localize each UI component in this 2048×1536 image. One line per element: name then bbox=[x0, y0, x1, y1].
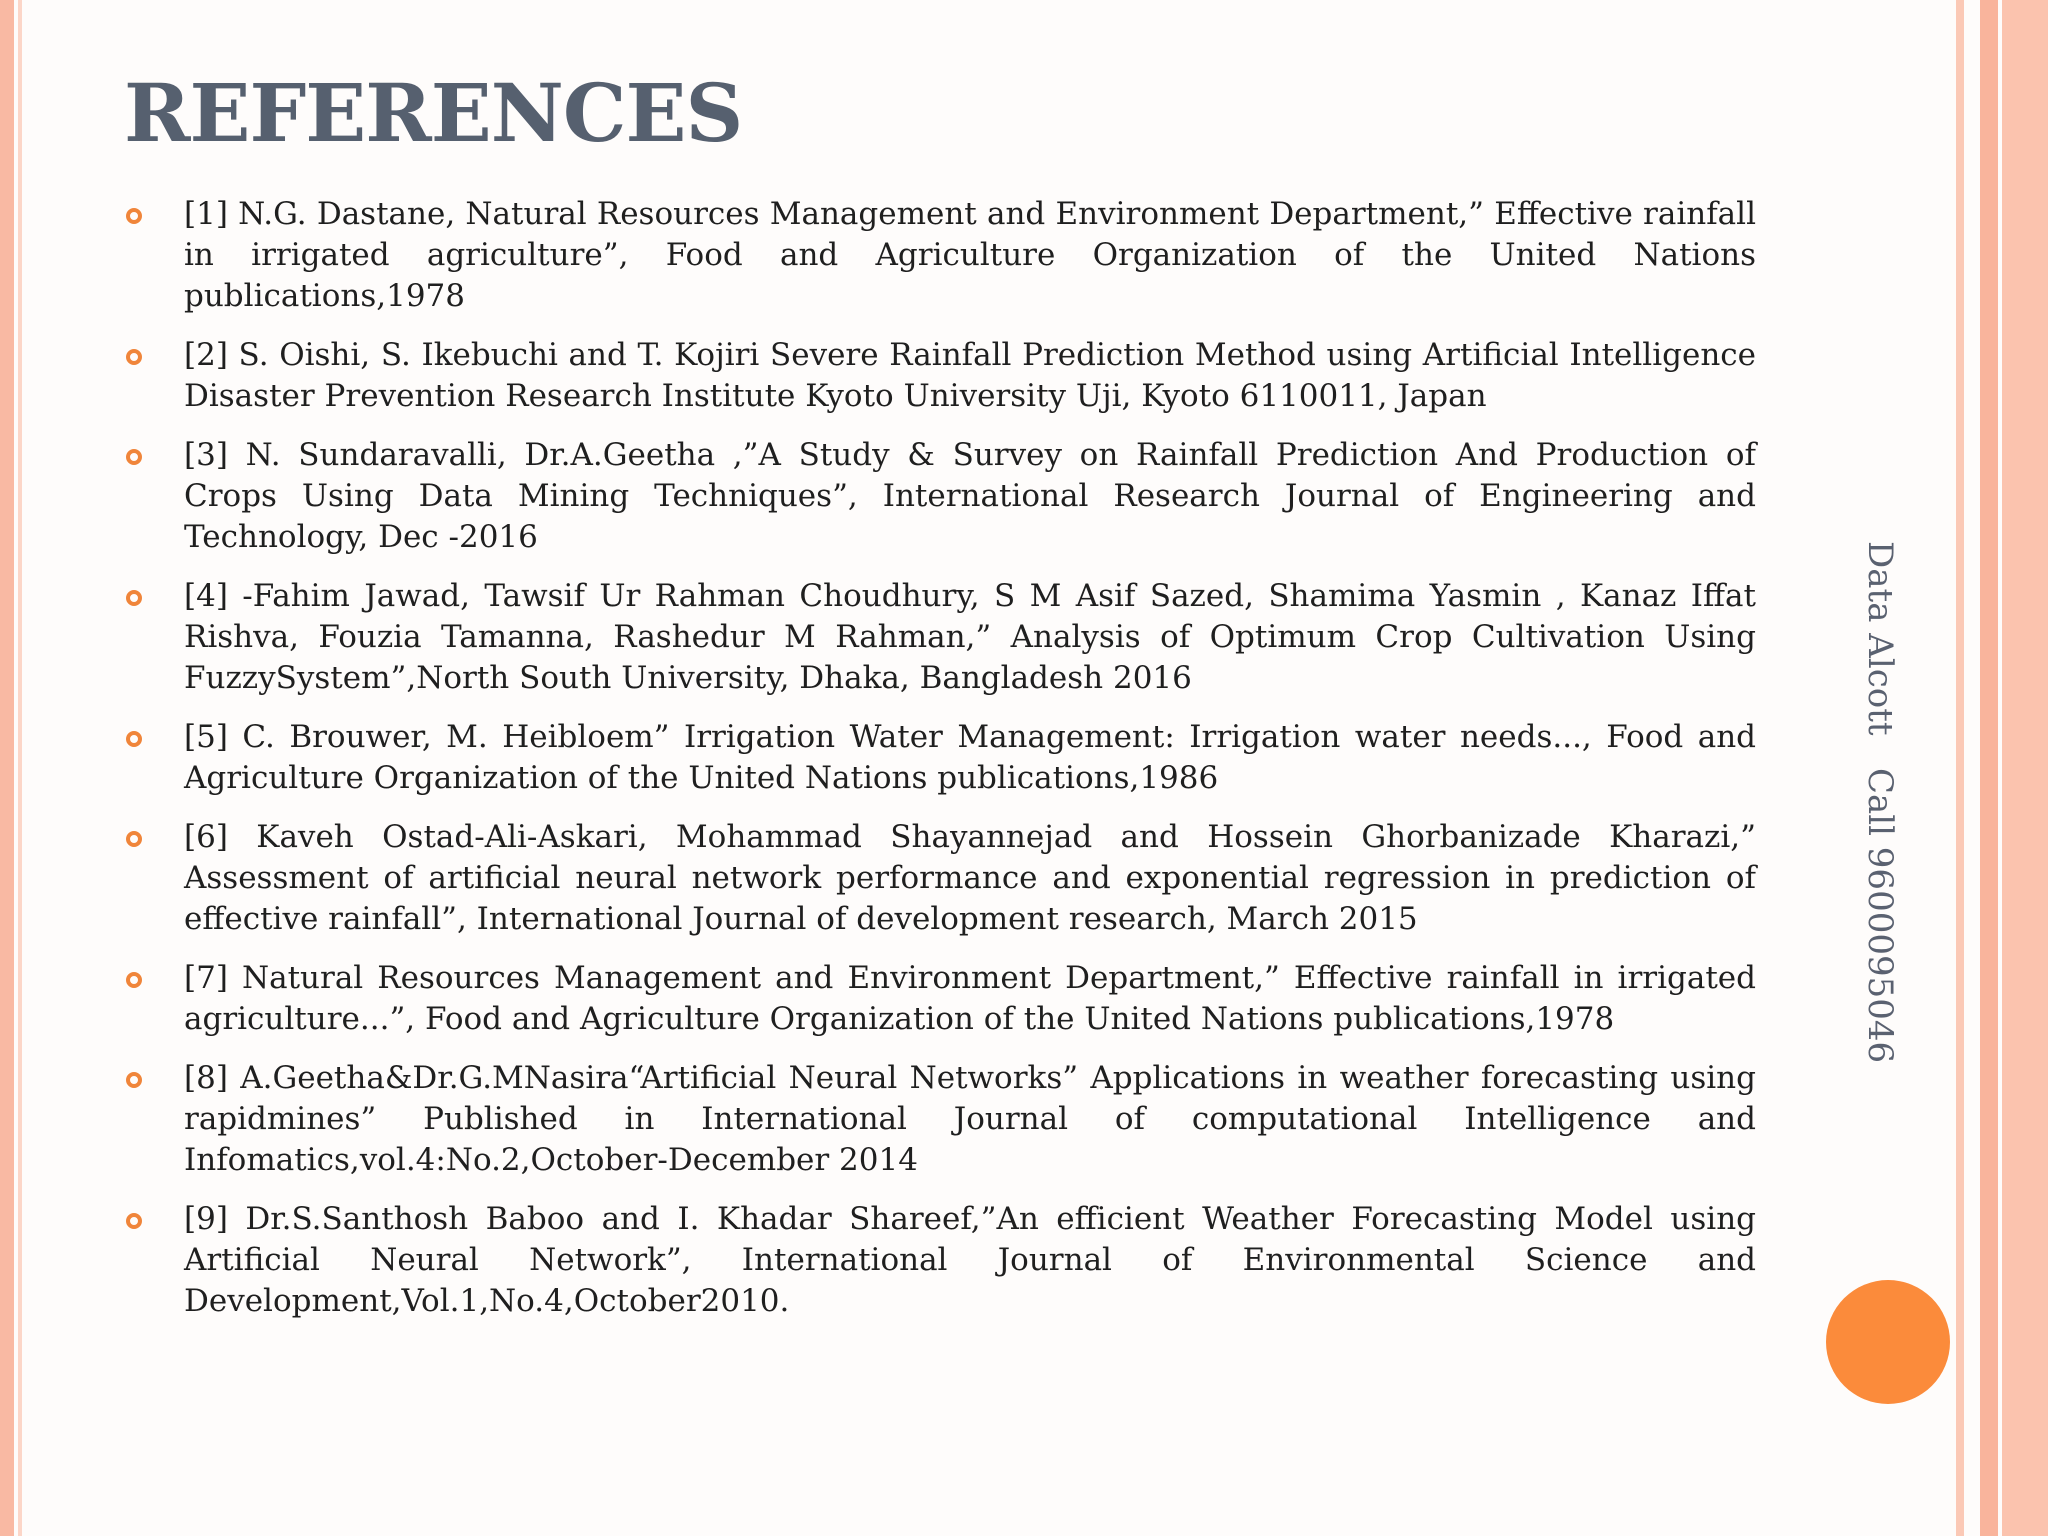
reference-text: [4] -Fahim Jawad, Tawsif Ur Rahman Choudhury, S M Asif Sazed, Shamima Yasmin , Kanaz Iffat Rishva, Fouzia Tamanna, Rashedur M Rahman,” Analysis of Optimum Crop Cultivation Using FuzzySystem”,North South University, Dhaka, Bangladesh 2016 bbox=[184, 578, 1756, 696]
reference-item bbox=[124, 717, 1756, 799]
right-border-stripe-inner bbox=[1956, 0, 1964, 1536]
reference-item bbox=[124, 1058, 1756, 1181]
reference-item bbox=[124, 576, 1756, 699]
bullet-icon bbox=[126, 831, 142, 847]
slide-title: REFERENCES bbox=[124, 66, 743, 160]
reference-text: [6] Kaveh Ostad-Ali-Askari, Mohammad Shayannejad and Hossein Ghorbanizade Kharazi,” Assessment of artificial neural network performance and exponential regression in prediction of effective rainfall”, International Journal of development research, March 2015 bbox=[184, 819, 1756, 937]
orange-circle-decoration bbox=[1826, 1280, 1950, 1404]
reference-text: [8] A.Geetha&Dr.G.MNasira“Artificial Neural Networks” Applications in weather forecasting using rapidmines” Published in International Journal of computational Intelligence and Infomatics,vol.4:No.2,October-December 2014 bbox=[184, 1060, 1756, 1178]
reference-item bbox=[124, 335, 1756, 417]
bullet-icon bbox=[126, 1072, 142, 1088]
bullet-icon bbox=[126, 349, 142, 365]
right-border-stripe-outer bbox=[2002, 0, 2048, 1536]
reference-list bbox=[124, 194, 1756, 1340]
bullet-icon bbox=[126, 590, 142, 606]
left-border-stripe bbox=[0, 0, 14, 1536]
bullet-icon bbox=[126, 449, 142, 465]
bullet-icon bbox=[126, 972, 142, 988]
reference-item bbox=[124, 1199, 1756, 1322]
reference-text: [9] Dr.S.Santhosh Baboo and I. Khadar Shareef,”An efficient Weather Forecasting Model using Artificial Neural Network”, International Journal of Environmental Science and Development,Vol.1,No.4,October2010. bbox=[184, 1201, 1756, 1319]
reference-text: [3] N. Sundaravalli, Dr.A.Geetha ,”A Study & Survey on Rainfall Prediction And Production of Crops Using Data Mining Techniques”, International Research Journal of Engineering and Technology, Dec -2016 bbox=[184, 437, 1756, 555]
reference-text: [5] C. Brouwer, M. Heibloem” Irrigation Water Management: Irrigation water needs..., Food and Agriculture Organization of the United Nations publications,1986 bbox=[184, 719, 1756, 796]
bullet-icon bbox=[126, 1213, 142, 1229]
reference-text: [2] S. Oishi, S. Ikebuchi and T. Kojiri Severe Rainfall Prediction Method using Artificial Intelligence Disaster Prevention Research Institute Kyoto University Uji, Kyoto 6110011, Japan bbox=[184, 337, 1756, 414]
reference-text: [1] N.G. Dastane, Natural Resources Management and Environment Department,” Effective rainfall in irrigated agriculture”, Food and Agriculture Organization of the United Nations publications,1978 bbox=[184, 196, 1756, 314]
right-border-stripe-middle bbox=[1980, 0, 1998, 1536]
reference-item bbox=[124, 435, 1756, 558]
reference-item bbox=[124, 194, 1756, 317]
left-border-thin-stripe bbox=[18, 0, 22, 1536]
vertical-contact-watermark: Data Alcott Call 9600095046 bbox=[1860, 541, 1900, 1064]
reference-item bbox=[124, 817, 1756, 940]
reference-text: [7] Natural Resources Management and Environment Department,” Effective rainfall in irrigated agriculture...”, Food and Agriculture Organization of the United Nations publications,1978 bbox=[184, 960, 1756, 1037]
bullet-icon bbox=[126, 208, 142, 224]
bullet-icon bbox=[126, 731, 142, 747]
reference-item bbox=[124, 958, 1756, 1040]
